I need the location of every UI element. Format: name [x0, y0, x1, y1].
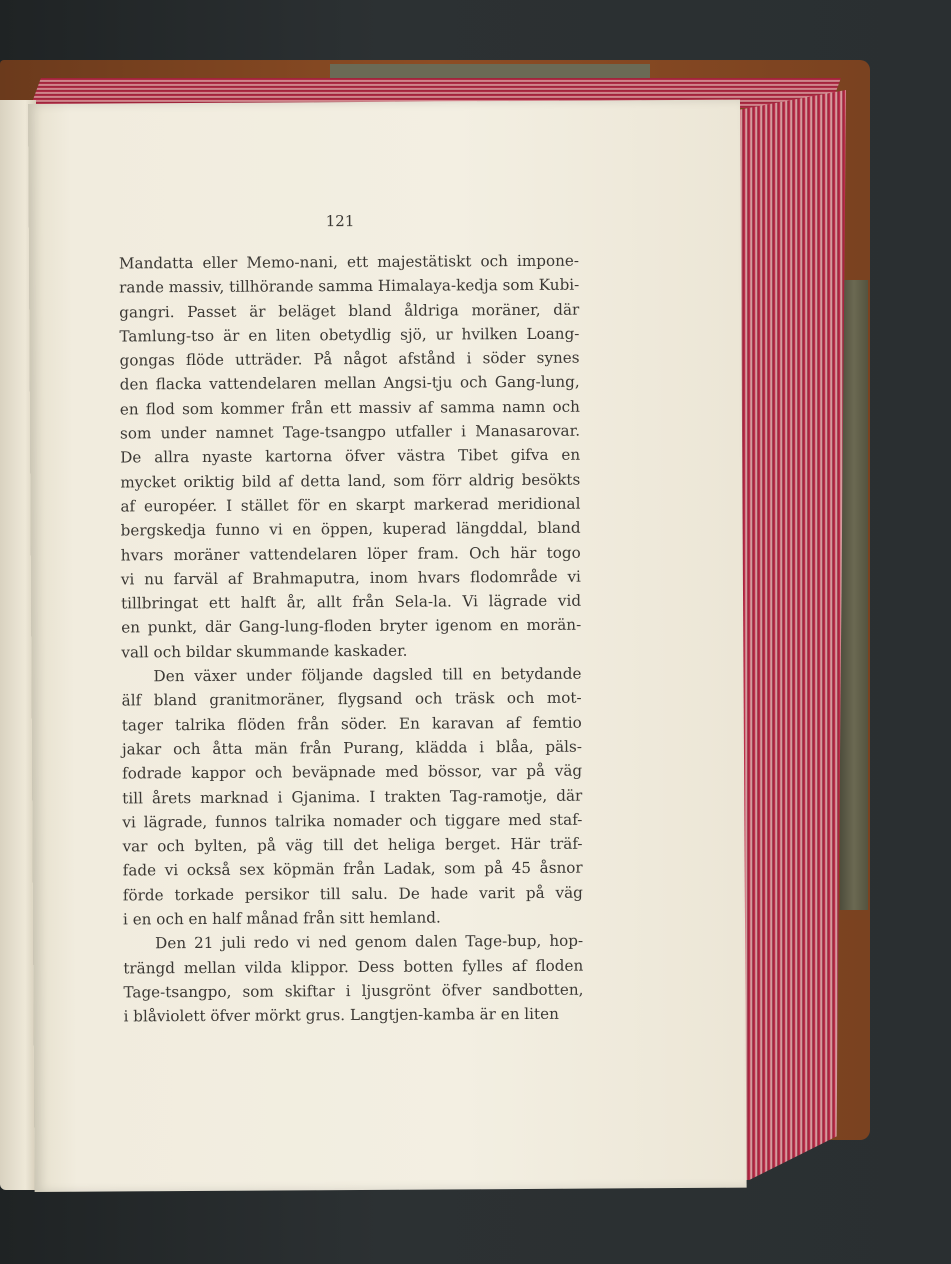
text-line: jakar och åtta män från Purang, klädda i blåa, päls- [121, 737, 582, 759]
paragraph [119, 249, 582, 665]
book-page [28, 100, 747, 1192]
text-line: Mandatta eller Memo-nani, ett majestätiskt och impone- [118, 251, 580, 273]
text-line: i en och en half månad från sitt hemland. [122, 908, 441, 929]
text-line: Tage-tsangpo, som skiftar i ljusgrönt öfver sandbotten, [123, 980, 584, 1002]
text-line: trängd mellan vilda klippor. Dess botten fylles af floden [123, 956, 584, 978]
text-line: fodrade kappor och beväpnade med bössor, var på väg [122, 761, 583, 783]
text-line: var och bylten, på väg till det heliga berget. Här träf- [122, 834, 583, 856]
text-line: tillbringat ett halft år, allt från Sela-la. Vi lägrade vid [120, 591, 582, 613]
text-line: till årets marknad i Gjanima. I trakten Tag-ramotje, där [122, 786, 583, 807]
text-line: af européer. I stället för en skarpt markerad meridional [120, 494, 581, 516]
text-line: gongas flöde utträder. På något afstånd i söder synes [119, 348, 580, 370]
text-line: rande massiv, tillhörande samma Himalaya-kedja som Kubi- [119, 275, 580, 297]
paragraph [123, 929, 584, 1029]
text-line: Den växer under följande dagsled till en betydande [153, 664, 582, 686]
text-line: mycket oriktig bild af detta land, som förr aldrig besökts [120, 470, 581, 492]
page-text [119, 249, 584, 1029]
text-line: älf bland granitmoräner, flygsand och träsk och mot- [121, 688, 582, 710]
text-line: i blåviolett öfver mörkt grus. Langtjen-kamba är en liten [123, 1004, 559, 1026]
spine-cloth [840, 280, 868, 910]
paragraph [121, 662, 583, 932]
text-line: hvars moräner vattendelaren löper fram. Och här togo [120, 543, 581, 565]
text-line: en flod som kommer från ett massiv af samma namn och [119, 397, 580, 419]
text-line: fade vi också sex köpmän från Ladak, som på 45 åsnor [122, 859, 583, 880]
text-line: vi lägrade, funnos talrika nomader och tiggare med staf- [122, 810, 583, 832]
text-line: som under namnet Tage-tsangpo utfaller i Manasarovar. [119, 421, 581, 443]
text-line: vi nu farväl af Brahmaputra, inom hvars flodområde vi [120, 567, 581, 589]
page-edges-right [728, 90, 846, 1180]
text-line: tager talrika flöden från söder. En karavan af femtio [121, 713, 582, 735]
page-number: 121 [325, 212, 355, 231]
text-line: Den 21 juli redo vi ned genom dalen Tage-bup, hop- [155, 931, 584, 953]
text-line: Tamlung-tso är en liten obetydlig sjö, ur hvilken Loang- [119, 324, 580, 346]
text-line: bergskedja funno vi en öppen, kuperad längddal, bland [120, 518, 581, 540]
text-line: De allra nyaste kartorna öfver västra Tibet gifva en [120, 446, 581, 467]
text-line: vall och bildar skummande kaskader. [121, 641, 408, 662]
text-line: förde torkade persikor till salu. De hade varit på väg [122, 883, 583, 905]
text-line: gangri. Passet är beläget bland åldriga moräner, där [119, 300, 580, 322]
text-line: den flacka vattendelaren mellan Angsi-tju och Gang-lung, [119, 373, 580, 394]
text-line: en punkt, där Gang-lung-floden bryter igenom en morän- [121, 616, 582, 637]
